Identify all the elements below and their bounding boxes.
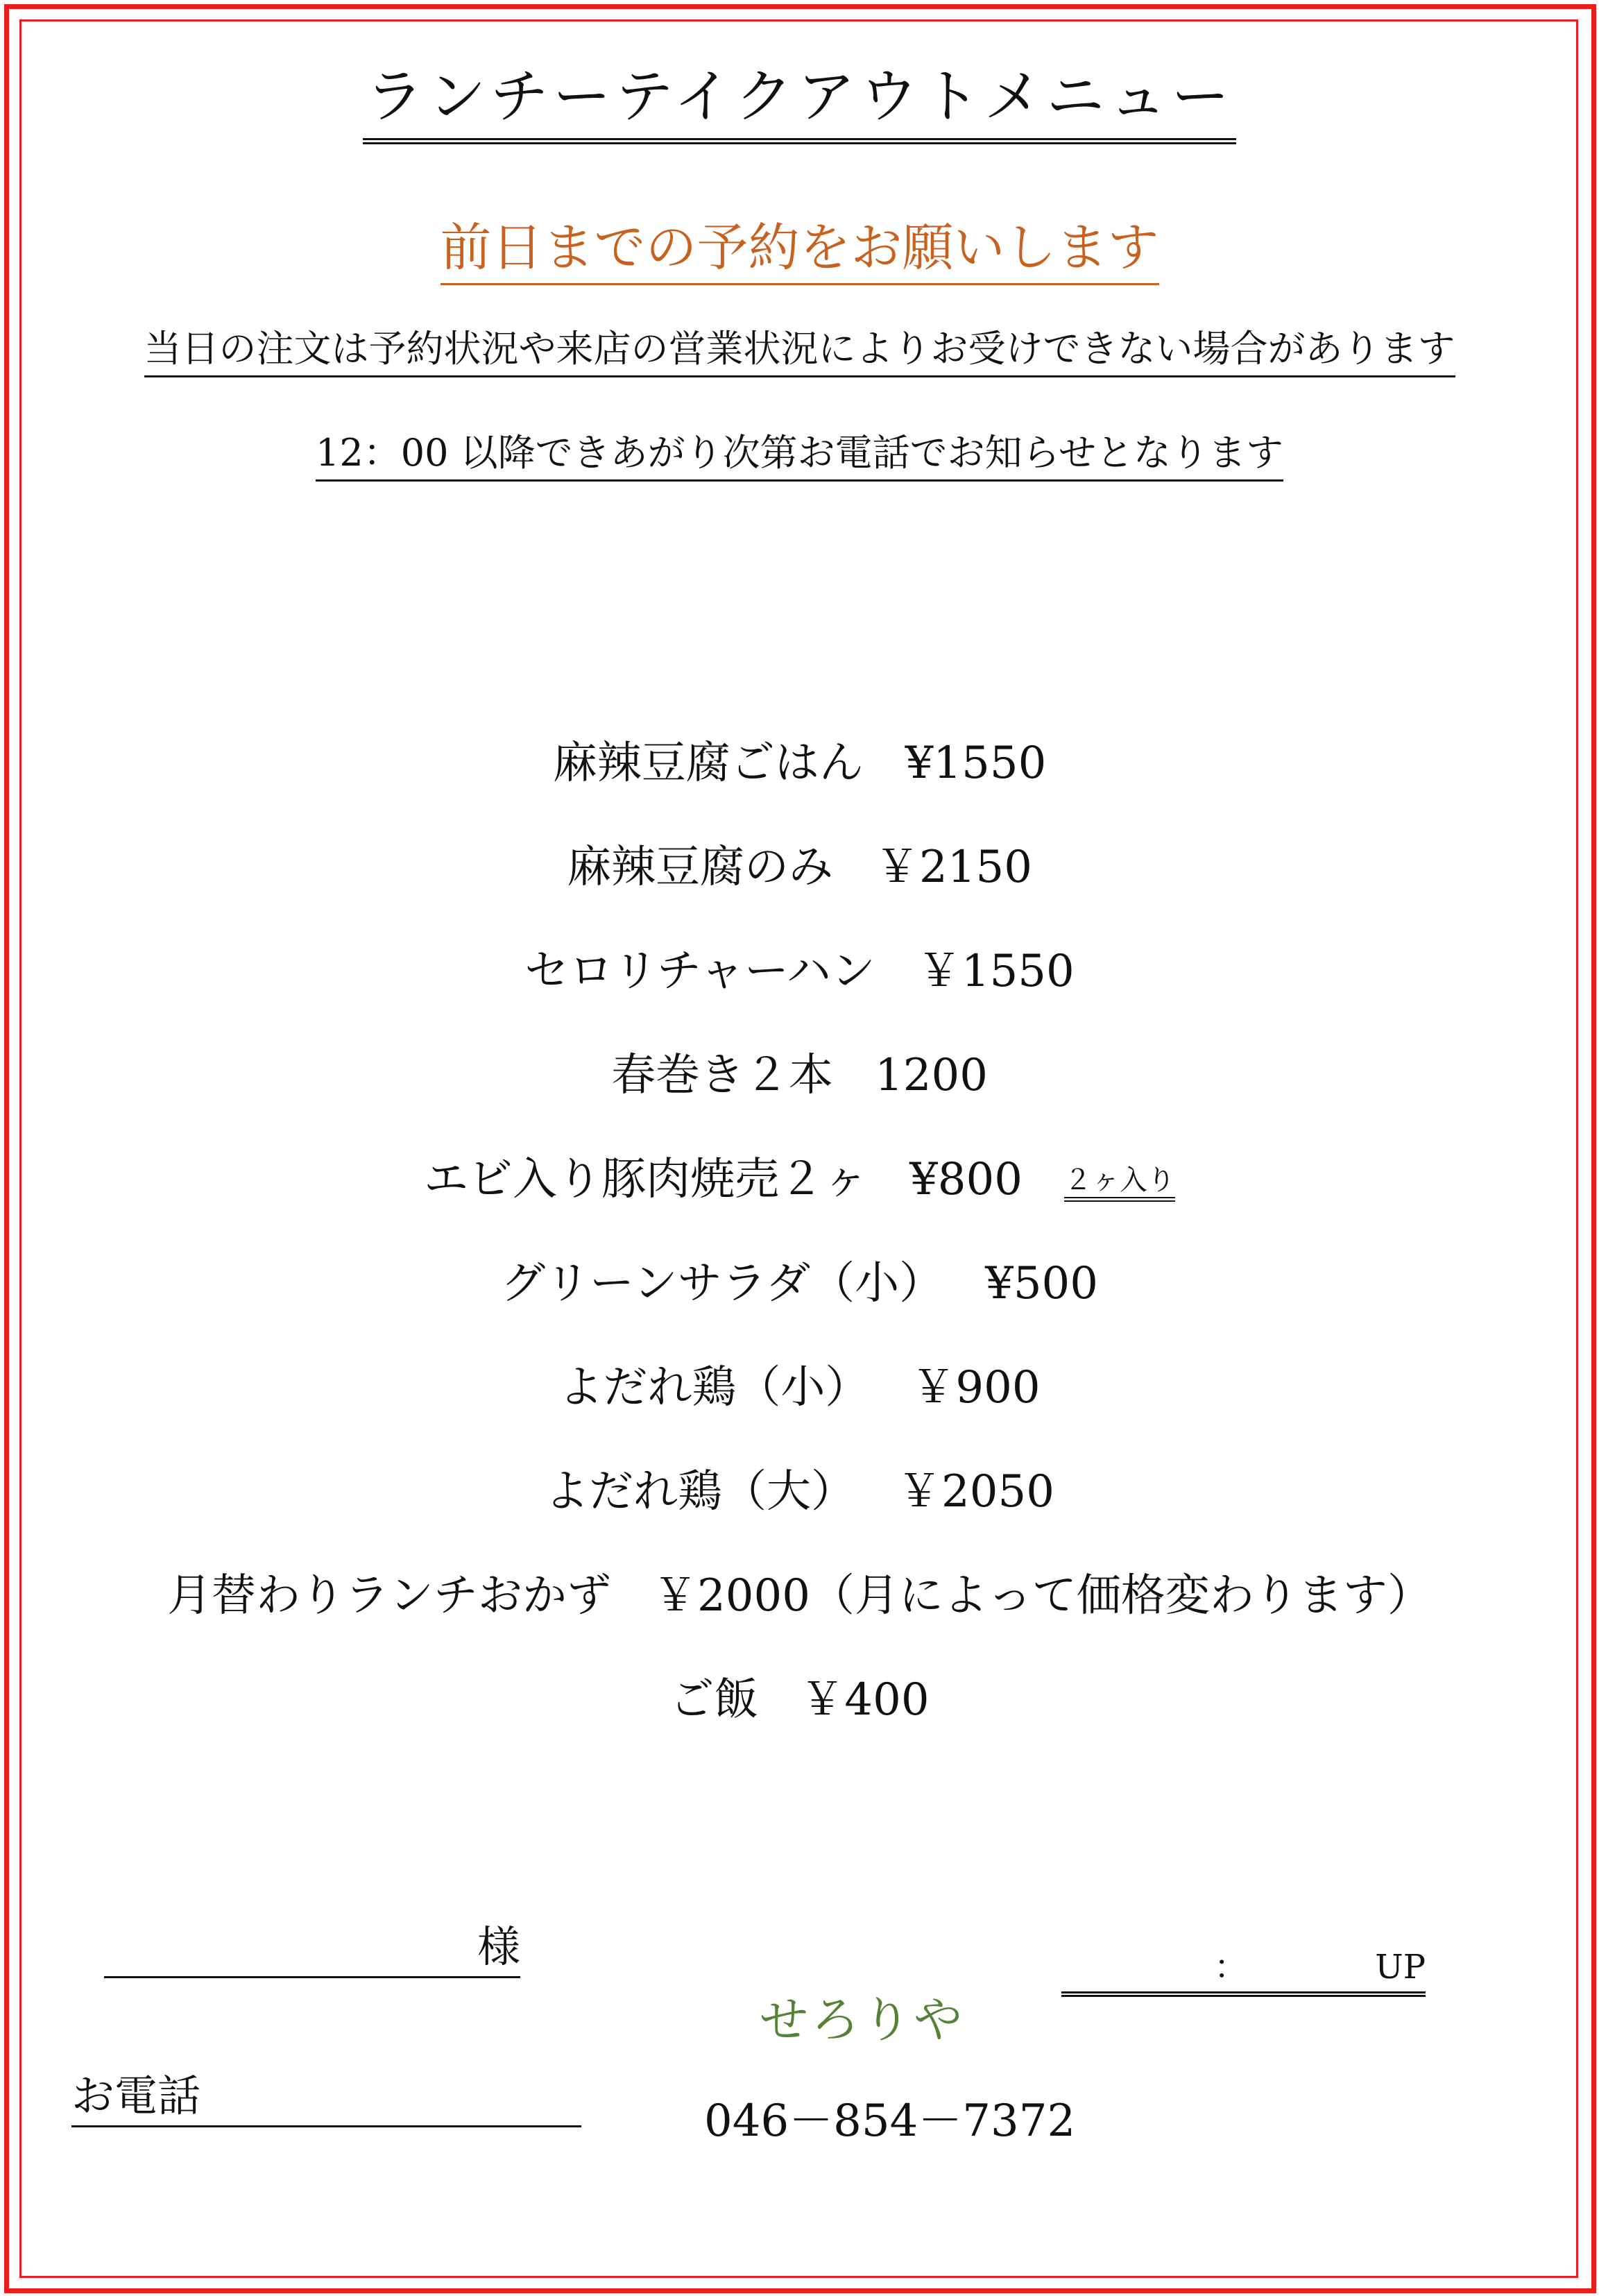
menu-item [0, 1669, 1599, 1731]
menu-item-price: ￥400 [800, 1674, 930, 1726]
menu-item-note: ２ヶ入り [1064, 1164, 1175, 1202]
menu-item-name: 麻辣豆腐ごはん [552, 738, 864, 789]
reservation-notice-text: 前日までの予約をお願いします [441, 207, 1159, 285]
menu-item [0, 1044, 1599, 1107]
customer-phone-field[interactable] [71, 2070, 581, 2127]
menu-item-name: エビ入り豚肉焼売２ヶ [424, 1154, 869, 1205]
menu-item-name: 麻辣豆腐のみ [567, 842, 834, 893]
menu-item-price: ￥1550 [916, 946, 1075, 997]
menu-item [0, 836, 1599, 899]
menu-item-price: ¥1550 [905, 738, 1047, 789]
menu-item-name: グリーンサラダ（小） [501, 1258, 944, 1309]
pickup-call-notice-text: 12：00 以降できあがり次第お電話でお知らせとなります [316, 423, 1283, 482]
menu-title-text: ランチーテイクアウトメニュー [363, 50, 1237, 144]
same-day-order-notice-text: 当日の注文は予約状況や来店の営業状況によりお受けできない場合があります [144, 319, 1455, 377]
menu-item-price: ￥2050 [897, 1466, 1054, 1517]
menu-item [0, 732, 1599, 794]
menu-item [0, 1148, 1599, 1211]
menu-item-price: ¥500 [985, 1258, 1098, 1309]
menu-item-price: ￥2150 [875, 842, 1032, 893]
customer-name-field[interactable] [104, 1921, 520, 1978]
shop-phone: 046－854－7372 [704, 2095, 1076, 2147]
menu-item [0, 1565, 1599, 1627]
menu-item-name: ご飯 [669, 1674, 759, 1726]
menu-item-name: よだれ鶏（大） [545, 1466, 856, 1517]
same-day-order-notice [0, 319, 1599, 377]
menu-item-name: セロリチャーハン [524, 946, 875, 997]
menu-item [0, 940, 1599, 1003]
menu-item-price: ¥800 [909, 1154, 1023, 1205]
customer-phone-label: お電話 [71, 2070, 201, 2121]
pickup-time-field[interactable] [1061, 1943, 1426, 1997]
menu-item-name: 月替わりランチおかず [167, 1570, 612, 1622]
reservation-notice [0, 207, 1599, 285]
menu-item-name: よだれ鶏（小） [558, 1362, 870, 1413]
menu-item-name: 春巻き２本 [611, 1050, 834, 1101]
customer-name-suffix: 様 [477, 1921, 520, 1972]
menu-item [0, 1357, 1599, 1419]
menu-title [0, 50, 1599, 144]
pickup-time-suffix: UP [1375, 1948, 1426, 1987]
pickup-time-colon: ： [1214, 1948, 1248, 1987]
menu-item [0, 1252, 1599, 1315]
menu-item-price: ￥2000（月によって価格変わります） [653, 1570, 1432, 1622]
menu-item-price: 1200 [875, 1050, 988, 1101]
shop-name: せろりや [760, 1991, 965, 2048]
menu-item [0, 1461, 1599, 1523]
menu-item-price: ￥900 [911, 1362, 1041, 1413]
pickup-call-notice [0, 423, 1599, 482]
